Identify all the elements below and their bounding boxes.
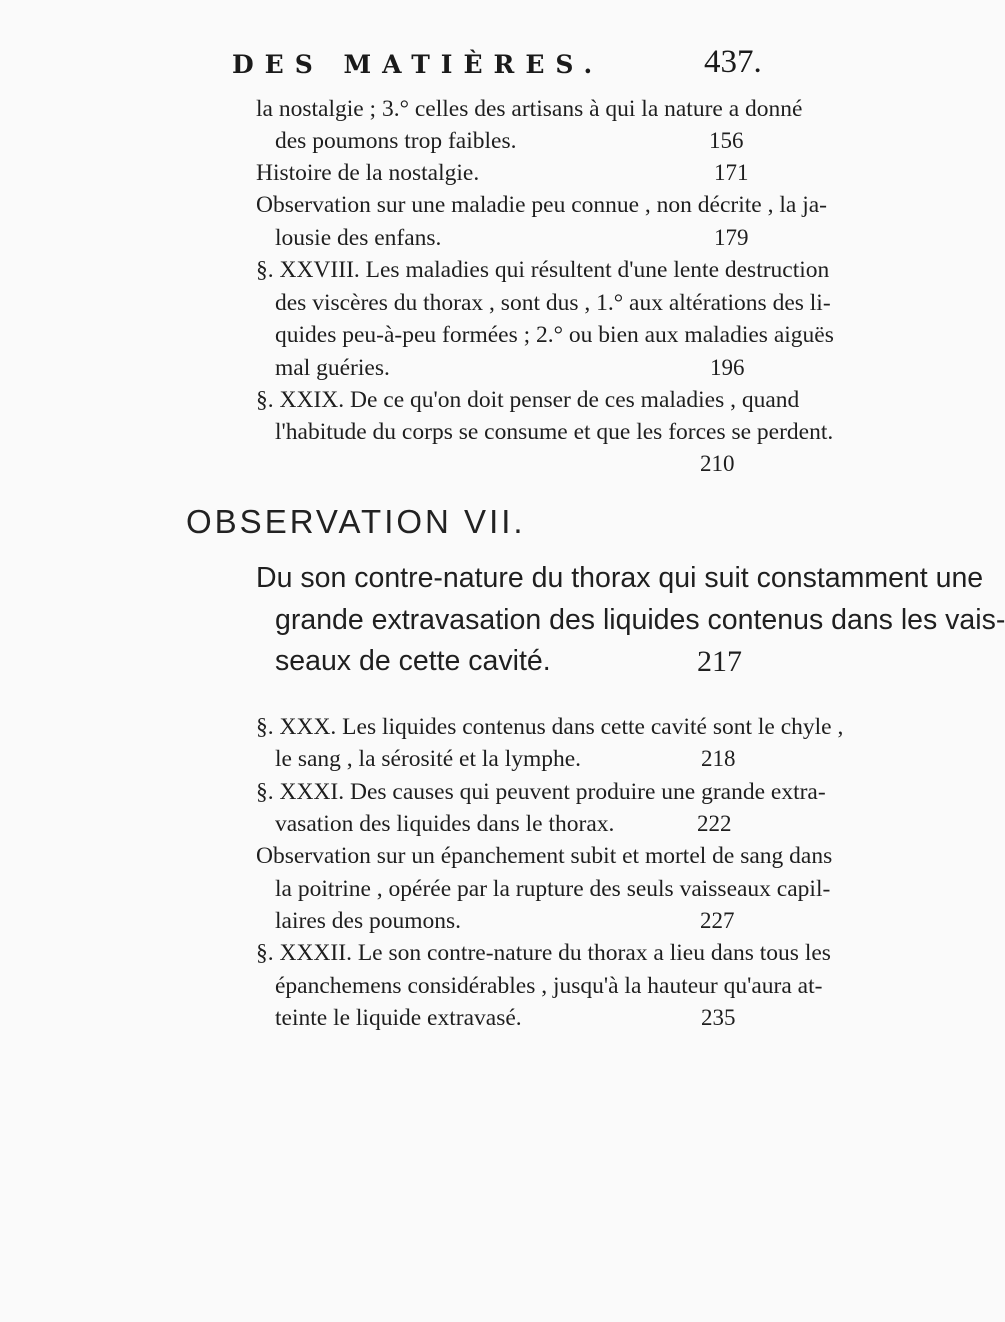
- toc-page-ref: 196: [710, 355, 745, 380]
- toc-page-ref: 235: [701, 1005, 736, 1030]
- toc-page-ref: 179: [714, 225, 749, 250]
- toc-page-ref: 218: [701, 746, 736, 771]
- toc-page-ref: 227: [700, 908, 735, 933]
- running-header: [0, 42, 801, 86]
- toc-page-ref: 210: [700, 451, 735, 476]
- toc-page-ref: 171: [714, 160, 749, 185]
- toc-page-ref: 217: [697, 645, 742, 678]
- book-page: DES MATIÈRES. 437. la nostalgie ; 3.° celles des artisans à qui la nature a donné des poumons trop faibles. 156 Histoire de la nostalgie. 171 Observation sur une maladie peu connue , non décrite , la ja- lousie des enfans. 179 §. XXVIII. Les maladies qui résultent d'une lente destruction des viscères du thorax , sont dus , 1.° aux altérations des li- quides peu-à-peu formées ; 2.° ou bien aux maladies aiguës mal guéries. 196 §. XXIX. De ce qu'on doit penser de ces maladies , quand l'habitude du corps se consume et que les forces se perdent. 210 OBSERVATION VII. Du son contre-nature du thorax qui suit constamment une grande extravasation des liquides contenus dans les vais- seaux de cette cavité. 217 §. XXX. Les liquides contenus dans cette cavité sont le chyle , le sang , la sérosité et la lymphe. 218 §. XXXI. Des causes qui peuvent produire une grande extra- vasation des liquides dans le thorax. 222 Observation sur un épanchement subit et mortel de sang dans la poitrine , opérée par la rupture des seuls vaisseaux capil- laires des poumons. 227 §. XXXII. Le son contre-nature du thorax a lieu dans tous les épanchemens considérables , jusqu'à la hauteur qu'aura at- teinte le liquide extravasé. 235: [0, 0, 801, 1322]
- running-title: DES MATIÈRES.: [232, 50, 604, 79]
- toc-page-ref: 156: [709, 128, 744, 153]
- page-number: 437.: [704, 44, 762, 80]
- toc-page-ref: 222: [697, 811, 732, 836]
